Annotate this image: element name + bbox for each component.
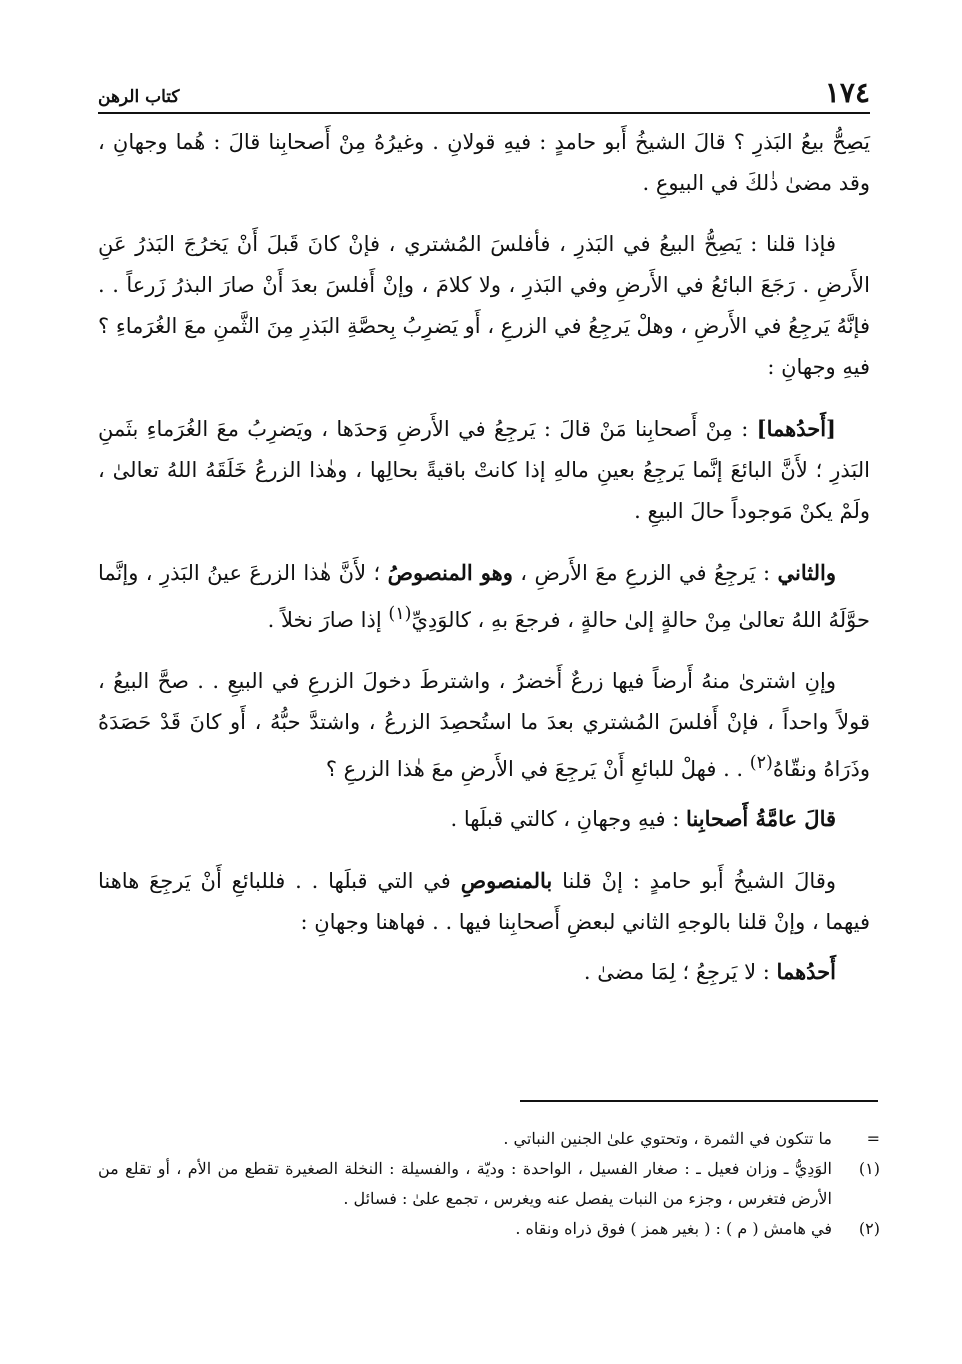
footnote [98,1124,880,1154]
paragraph: [أَحدُهما] : مِنْ أَصحابِنا مَنْ قالَ : يَرجِعُ في الأَرضِ وَحدَها ، ويَضرِبُ معَ الغُرَماءِ بثَمنِ البَذرِ ؛ لأَنَّ البائعَ إنَّما يَرجِعُ بعينِ مالهِ إذا كانتْ باقيةً بحالِها ، وهٰذا الزرعُ خَلَقَهُ اللهُ تعالىٰ ، ولَمْ يكنْ مَوجوداً حالَ البيعِ . [98,416,870,523]
paragraph-text: ؛ لأَنَّ هٰذا الزرعَ عينُ البَذرِ ، وإنَّما حوَّلَهُ اللهُ تعالىٰ مِنْ حالةٍ إلىٰ حالةٍ ، فرجعَ بهِ ، كالوَدِيِّ [98,561,870,632]
main-text [98,122,870,1013]
paragraph [98,860,870,943]
footnote-text: الوَدِيُّ ـ وزان فعيل ـ : صغار الفسيل ، الواحدة : وديّة ، والفسيلة : النخلة الصغيرة تقطع من الأم ، أو تقلع من الأرض فتغرس ، وجزء من النبات يفصل عنه ويغرس ، تجمع علىٰ : فسائل . [98,1159,832,1208]
paragraph: والثاني : يَرجِعُ في الزرعِ معَ الأَرضِ ، وهو المنصوصُ ؛ لأَنَّ هٰذا الزرعَ عينُ البَذرِ ، وإنَّما حوَّلَهُ اللهُ تعالىٰ مِنْ حالةٍ إلىٰ حالةٍ ، فرجعَ بهِ ، كالوَدِيِّ$^{(١)}$ إذا صارَ نخلاً . [98,560,870,632]
footnote [98,1214,880,1244]
footnote-mark: (١) [858,1159,880,1178]
paragraph [98,951,870,993]
bold-term: بالمنصوصِ [460,868,553,893]
paragraph-text: : فيهِ وجهانِ ، كالتي قبلَها . [450,807,680,831]
page-header [98,72,870,114]
paragraph-text: يَرجِعُ في الزرعِ معَ الأَرضِ ، [520,561,756,585]
bold-term: قالَ عامَّةُ أَصحابِنا [686,806,836,831]
paragraph-text: في التي قبلَها . . فللبائعِ أَنْ يَرجِعَ هاهنا فيهما ، وإنْ قلنا بالوجهِ الثاني لبعضِ أَصحابِنا فيها . . فهاهنا وجهانِ : [98,869,870,934]
bold-term: أَحدُهما [776,959,836,984]
paragraph-text: وإنِ اشترىٰ منهُ أَرضاً فيها زرعٌ أَخضرُ ، واشترطَ دخولَ الزرعِ في البيعِ . . صحَّ البيعُ ، قولاً واحداً ، فإنْ أَفلسَ المُشتري بعدَ ما استُحصِدَ الزرعُ ، واشتدَّ حبُّهُ ، أَو كانَ قَدْ حَصَدَهُ وذَرَاهُ ونقّاهُ [98,669,870,781]
footnote-ref: (١) [388,604,412,624]
paragraph [98,798,870,840]
paragraph [98,661,870,790]
paragraph-text: مِنْ أَصحابِنا مَنْ قالَ : يَرجِعُ في الأَرضِ وَحدَها ، ويَضرِبُ معَ الغُرَماءِ بثَمنِ البَذرِ ؛ لأَنَّ البائعَ إنَّما يَرجِعُ بعينِ مالهِ إذا كانتْ باقيةً بحالِها ، وهٰذا الزرعُ خَلَقَهُ اللهُ تعالىٰ ، ولَمْ يكنْ مَوجوداً حالَ البيعِ . [98,417,870,523]
paragraph-text: : لا يَرجِعُ ؛ لِمَا مضىٰ . [583,960,770,984]
paragraph-text: وقالَ الشيخُ أَبو حامدٍ : إنْ قلنا [562,869,837,893]
page-number: ١٧٤ [824,76,870,109]
footnotes [98,1124,880,1244]
footnote-divider [520,1100,878,1102]
paragraph-text: . . فهلْ للبائعِ أَنْ يَرجِعَ في الأَرضِ معَ هٰذا الزرعِ ؟ [325,757,744,781]
paragraph-text: إذا صارَ نخلاً . [267,608,382,632]
bold-term: وهو المنصوصُ [387,560,513,585]
footnote [98,1154,880,1214]
paragraph: فإذا قلنا : يَصِحُّ البيعُ في البَذرِ ، فأفلسَ المُشتري ، فإنْ كانَ قَبلَ أَنْ يَخرُجَ البَذرُ عَنِ الأَرضِ . رَجَعَ البائعُ في الأَرضِ وفي البَذرِ ، ولا كلامَ ، وإنْ أَفلسَ بعدَ أَنْ صارَ البذرُ زَرعاً . . فإنَّهُ يَرجِعُ في الأَرضِ ، وهلْ يَرجِعُ في الزرعِ ، أَو يَضرِبُ بِحصَّةِ البَذرِ مِنَ الثَّمنِ معَ الغُرَماءِ ؟ فيهِ وجهانِ : [98,232,870,379]
bold-term: والثاني [777,560,836,585]
footnote-text: في هامش ( م ) : ( بغير همز ) فوق ذراه ونقاه . [515,1219,832,1238]
footnote-mark: = [866,1129,880,1148]
paragraph: يَصِحُّ بيعُ البَذرِ ؟ قالَ الشيخُ أَبو حامدٍ : فيهِ قولانِ . وغيرُهُ مِنْ أَصحابِنا قالَ : هُما وجهانِ ، وقد مضىٰ ذٰلكَ في البيوعِ . [98,130,870,195]
footnote-ref: (٢) [749,753,773,773]
footnote-mark: (٢) [858,1219,880,1238]
footnote-text: ما تتكون في الثمرة ، وتحتوي علىٰ الجنين النباتي . [503,1129,832,1148]
bold-term: [أَحدُهما] [756,416,836,441]
running-title: كتاب الرهن [98,87,180,107]
